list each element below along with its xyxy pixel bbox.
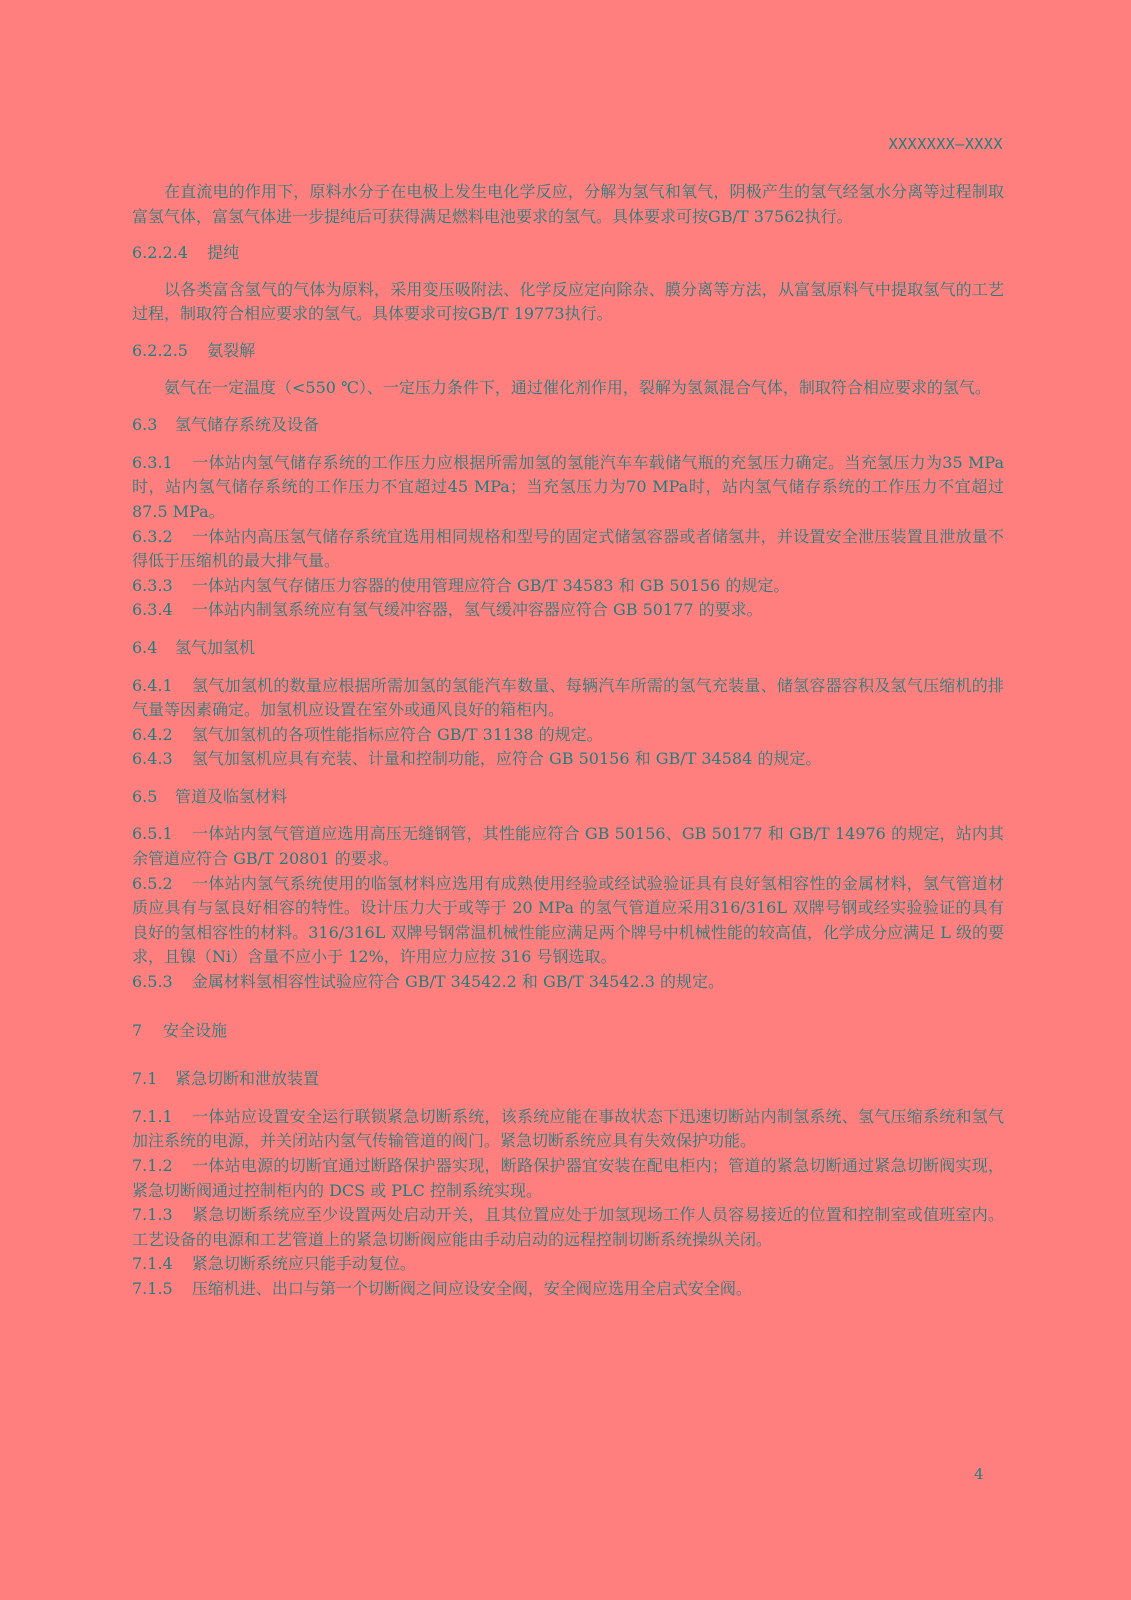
clause-number: 7.1.2 bbox=[132, 1156, 173, 1175]
clause-text: 一体站应设置安全运行联锁紧急切断系统，该系统应能在事故状态下迅速切断站内制氢系统、氢气压缩系统和氢气加注系统的电源，并关闭站内氢气传输管道的阀门。紧急切断系统应具有失效保护功能。 bbox=[132, 1106, 1004, 1151]
clause-6-5-2 bbox=[132, 872, 1004, 970]
clause-text: 氢气加氢机的各项性能指标应符合 GB/T 31138 的规定。 bbox=[191, 724, 603, 744]
clause-number: 6.4.2 bbox=[132, 724, 173, 744]
clause-6-4-1 bbox=[132, 674, 1004, 723]
clause-6-3-2 bbox=[132, 525, 1004, 574]
heading-title: 氢气储存系统及设备 bbox=[175, 415, 320, 435]
heading-number: 7.1 bbox=[132, 1069, 158, 1089]
clause-number: 7.1.4 bbox=[132, 1254, 173, 1274]
heading-number: 6.3 bbox=[132, 415, 158, 435]
clause-text: 一体站内氢气储存系统的工作压力应根据所需加氢的氢能汽车车载储气瓶的充氢压力确定。当充氢压力为35 MPa时，站内氢气储存系统的工作压力不宜超过45 MPa；当充氢压力为70 MPa时，站内氢气储存系统的工作压力不宜超过87.5 MPa。 bbox=[132, 452, 1004, 521]
clause-number: 7.1.1 bbox=[132, 1106, 173, 1126]
heading-number: 6.5 bbox=[132, 786, 158, 806]
clause-text: 压缩机进、出口与第一个切断阀之间应设安全阀，安全阀应选用全启式安全阀。 bbox=[191, 1278, 752, 1298]
heading-6-4 bbox=[132, 636, 1004, 661]
clause-number: 6.5.3 bbox=[132, 972, 173, 992]
clause-number: 6.3.1 bbox=[132, 452, 173, 472]
clause-6-5-3 bbox=[132, 970, 1004, 995]
heading-title: 氨裂解 bbox=[207, 340, 256, 360]
clause-text: 一体站内氢气管道应选用高压无缝钢管，其性能应符合 GB 50156、GB 50177 和 GB/T 14976 的规定，站内其余管道应符合 GB/T 20801 的要求。 bbox=[132, 824, 1004, 869]
heading-6-2-2-5 bbox=[132, 339, 1004, 364]
heading-6-2-2-4 bbox=[132, 241, 1004, 266]
heading-number: 6.2.2.4 bbox=[132, 243, 188, 263]
heading-title: 安全设施 bbox=[162, 1020, 227, 1040]
clause-text: 一体站电源的切断宜通过断路保护器实现，断路保护器宜安装在配电柜内；管道的紧急切断通过紧急切断阀实现，紧急切断阀通过控制柜内的 DCS 或 PLC 控制系统实现。 bbox=[132, 1156, 1004, 1200]
heading-number: 7 bbox=[132, 1020, 143, 1040]
clause-text: 一体站内高压氢气储存系统宜选用相同规格和型号的固定式储氢容器或者储氢井，并设置安全泄压装置且泄放量不得低于压缩机的最大排气量。 bbox=[132, 526, 1004, 571]
clause-6-5-1 bbox=[132, 822, 1004, 871]
clause-7-1-4 bbox=[132, 1252, 1004, 1277]
heading-title: 管道及临氢材料 bbox=[175, 786, 288, 806]
document-body bbox=[132, 180, 1004, 1302]
clause-text: 紧急切断系统应至少设置两处启动开关，且其位置应处于加氢现场工作人员容易接近的位置和控制室或值班室内。工艺设备的电源和工艺管道上的紧急切断阀应能由手动启动的远程控制切断系统操纵关闭。 bbox=[132, 1205, 1004, 1249]
heading-title: 紧急切断和泄放装置 bbox=[175, 1069, 320, 1089]
clause-6-4-3 bbox=[132, 747, 1004, 772]
clause-number: 6.5.1 bbox=[132, 824, 173, 844]
heading-7-1 bbox=[132, 1067, 1004, 1092]
heading-number: 6.4 bbox=[132, 637, 158, 657]
heading-6-5 bbox=[132, 785, 1004, 810]
clause-6-3-1 bbox=[132, 451, 1004, 525]
clause-number: 6.5.2 bbox=[132, 873, 173, 893]
clause-number: 6.4.3 bbox=[132, 749, 173, 769]
clause-number: 7.1.5 bbox=[132, 1278, 173, 1298]
clause-6-3-4 bbox=[132, 598, 1004, 623]
clause-7-1-5 bbox=[132, 1277, 1004, 1302]
document-code-header: XXXXXXX—XXXX bbox=[888, 135, 1003, 153]
clause-text: 紧急切断系统应只能手动复位。 bbox=[191, 1254, 416, 1274]
heading-title: 氢气加氢机 bbox=[175, 637, 256, 657]
intro-paragraph: 在直流电的作用下，原料水分子在电极上发生电化学反应，分解为氢气和氧气，阴极产生的氢气经氢水分离等过程制取富氢气体，富氢气体进一步提纯后可获得满足燃料电池要求的氢气。具体要求可按GB/T 37562执行。 bbox=[132, 182, 1004, 226]
heading-title: 提纯 bbox=[207, 243, 240, 263]
clause-6-4-2 bbox=[132, 723, 1004, 748]
clause-number: 7.1.3 bbox=[132, 1205, 173, 1225]
heading-7 bbox=[132, 1019, 1004, 1044]
clause-6-3-3 bbox=[132, 574, 1004, 599]
heading-6-3 bbox=[132, 413, 1004, 438]
clause-7-1-3 bbox=[132, 1203, 1004, 1252]
page-number: 4 bbox=[974, 1465, 984, 1483]
heading-number: 6.2.2.5 bbox=[132, 340, 188, 360]
clause-text: 一体站内氢气存储压力容器的使用管理应符合 GB/T 34583 和 GB 50156 的规定。 bbox=[191, 575, 790, 595]
clause-number: 6.4.1 bbox=[132, 675, 173, 695]
clause-text: 一体站内氢气系统使用的临氢材料应选用有成熟使用经验或经试验验证具有良好氢相容性的金属材料，氢气管道材质应具有与氢良好相容的特性。设计压力大于或等于 20 MPa 的氢气管道应采用316/316L 双牌号钢或经实验验证的具有良好的氢相容性的材料。316/316L 双牌号钢常温机械性能应满足两个牌号中机械性能的较高值，化学成分应满足 L 级的要求，且镍（Ni）含量不应小于 12%，许用应力应按 316 号钢选取。 bbox=[132, 873, 1004, 967]
clause-number: 6.3.4 bbox=[132, 600, 173, 620]
clause-text: 氢气加氢机的数量应根据所需加氢的氢能汽车数量、每辆汽车所需的氢气充装量、储氢容器容积及氢气压缩机的排气量等因素确定。加氢机应设置在室外或通风良好的箱柜内。 bbox=[132, 675, 1004, 720]
paragraph-6-2-2-5: 氨气在一定温度（<550 ℃）、一定压力条件下，通过催化剂作用，裂解为氢氮混合气体，制取符合相应要求的氢气。 bbox=[164, 377, 991, 397]
clause-7-1-1 bbox=[132, 1105, 1004, 1154]
clause-text: 氢气加氢机应具有充装、计量和控制功能，应符合 GB 50156 和 GB/T 34584 的规定。 bbox=[191, 749, 822, 769]
paragraph-6-2-2-4: 以各类富含氢气的气体为原料，采用变压吸附法、化学反应定向除杂、膜分离等方法，从富氢原料气中提取氢气的工艺过程，制取符合相应要求的氢气。具体要求可按GB/T 19773执行。 bbox=[132, 279, 1004, 324]
clause-text: 金属材料氢相容性试验应符合 GB/T 34542.2 和 GB/T 34542.3 的规定。 bbox=[191, 972, 724, 992]
clause-7-1-2 bbox=[132, 1154, 1004, 1203]
clause-number: 6.3.2 bbox=[132, 526, 173, 546]
clause-number: 6.3.3 bbox=[132, 575, 173, 595]
clause-text: 一体站内制氢系统应有氢气缓冲容器，氢气缓冲容器应符合 GB 50177 的要求。 bbox=[191, 600, 763, 620]
